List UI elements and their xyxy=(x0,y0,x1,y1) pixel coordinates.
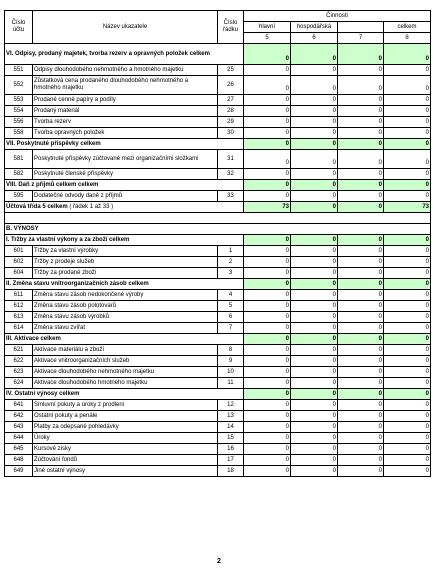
table-row xyxy=(5,444,431,455)
value-cell: 0 xyxy=(338,455,384,466)
value-cell: 0 xyxy=(338,150,384,169)
table-row xyxy=(5,191,431,202)
item-name: Tvorba opravných položek xyxy=(33,128,218,139)
item-name: Zúčtování fondů xyxy=(33,455,218,466)
total-value: 73 xyxy=(384,202,431,213)
value-cell: 0 xyxy=(384,345,431,356)
section-value: 0 xyxy=(338,180,384,191)
table-row xyxy=(5,356,431,367)
value-cell: 0 xyxy=(338,378,384,389)
table-row xyxy=(5,76,431,95)
table-row xyxy=(5,323,431,334)
value-cell: 0 xyxy=(244,433,291,444)
item-name: Tržby za vlastní výrobky xyxy=(33,246,218,257)
value-cell: 0 xyxy=(384,117,431,128)
total-label-text: Účtová třída 5 celkem xyxy=(6,203,68,210)
item-name: Smluvní pokuty a úroky z prodlení xyxy=(33,400,218,411)
item-name: Úroky xyxy=(33,433,218,444)
value-cell: 0 xyxy=(338,367,384,378)
table-row xyxy=(5,117,431,128)
value-cell: 0 xyxy=(384,106,431,117)
value-cell: 0 xyxy=(291,76,338,95)
account-number: 645 xyxy=(5,444,33,455)
value-cell: 0 xyxy=(338,444,384,455)
row-number: 27 xyxy=(218,95,244,106)
section-value: 0 xyxy=(384,180,431,191)
value-cell: 0 xyxy=(338,169,384,180)
value-cell: 0 xyxy=(338,268,384,279)
value-cell: 0 xyxy=(338,400,384,411)
value-cell: 0 xyxy=(244,466,291,477)
account-number: 581 xyxy=(5,150,33,169)
header-account: Číslo účtu xyxy=(5,11,33,44)
value-cell: 0 xyxy=(291,378,338,389)
value-cell: 0 xyxy=(244,128,291,139)
value-cell: 0 xyxy=(244,65,291,76)
section-value: 0 xyxy=(338,235,384,246)
value-cell: 0 xyxy=(244,150,291,169)
item-name: Aktivace dlouhodobého nehmotného majetku xyxy=(33,367,218,378)
table-row xyxy=(5,106,431,117)
table-row xyxy=(5,422,431,433)
account-number: 623 xyxy=(5,367,33,378)
item-name: Zůstatková cena prodaného dlouhodobého nehmotného a hmotného majetku xyxy=(33,76,218,95)
value-cell: 0 xyxy=(384,95,431,106)
row-number: 14 xyxy=(218,422,244,433)
value-cell: 0 xyxy=(338,117,384,128)
value-cell: 0 xyxy=(244,169,291,180)
section-value: 0 xyxy=(384,389,431,400)
value-cell: 0 xyxy=(291,422,338,433)
section-value: 0 xyxy=(244,389,291,400)
row-number: 2 xyxy=(218,257,244,268)
section-row xyxy=(5,180,431,191)
table-row xyxy=(5,268,431,279)
value-cell: 0 xyxy=(291,65,338,76)
value-cell: 0 xyxy=(338,95,384,106)
row-number: 4 xyxy=(218,290,244,301)
account-number: 558 xyxy=(5,128,33,139)
item-name: Změna stavu zásob výrobků xyxy=(33,312,218,323)
section-value: 0 xyxy=(291,279,338,290)
value-cell: 0 xyxy=(291,312,338,323)
row-number: 13 xyxy=(218,411,244,422)
table-row xyxy=(5,95,431,106)
value-cell: 0 xyxy=(244,191,291,202)
total-row xyxy=(5,202,431,213)
value-cell: 0 xyxy=(244,378,291,389)
header-num-economic: 6 xyxy=(291,33,338,44)
section-label: IV. Ostatní výnosy celkem xyxy=(5,389,244,400)
item-name: Prodané cenné papíry a podíly xyxy=(33,95,218,106)
item-name: Aktivace dlouhodobého hmotného majetku xyxy=(33,378,218,389)
table-row xyxy=(5,65,431,76)
value-cell: 0 xyxy=(244,367,291,378)
total-range: ( řádek 1 až 33 ) xyxy=(69,203,114,210)
account-number: 649 xyxy=(5,466,33,477)
table-row xyxy=(5,301,431,312)
value-cell: 0 xyxy=(384,169,431,180)
value-cell: 0 xyxy=(384,455,431,466)
section-value: 0 xyxy=(384,139,431,150)
account-number: 641 xyxy=(5,400,33,411)
account-number: 554 xyxy=(5,106,33,117)
row-number: 3 xyxy=(218,268,244,279)
value-cell: 0 xyxy=(244,301,291,312)
account-number: 582 xyxy=(5,169,33,180)
value-cell: 0 xyxy=(384,150,431,169)
value-cell: 0 xyxy=(291,95,338,106)
account-number: 614 xyxy=(5,323,33,334)
value-cell: 0 xyxy=(338,411,384,422)
value-cell: 0 xyxy=(244,257,291,268)
value-cell: 0 xyxy=(338,433,384,444)
account-number: 601 xyxy=(5,246,33,257)
table-row xyxy=(5,290,431,301)
header-col7 xyxy=(338,22,384,33)
section-value: 0 xyxy=(384,44,431,65)
header-num-total: 8 xyxy=(384,33,431,44)
table-row xyxy=(5,455,431,466)
spacer-cell xyxy=(5,213,431,224)
row-number: 26 xyxy=(218,76,244,95)
account-number: 648 xyxy=(5,455,33,466)
value-cell: 0 xyxy=(291,290,338,301)
account-number: 595 xyxy=(5,191,33,202)
account-number: 624 xyxy=(5,378,33,389)
row-number: 8 xyxy=(218,345,244,356)
value-cell: 0 xyxy=(384,378,431,389)
value-cell: 0 xyxy=(384,76,431,95)
value-cell: 0 xyxy=(291,400,338,411)
account-number: 613 xyxy=(5,312,33,323)
value-cell: 0 xyxy=(384,400,431,411)
total-value: 73 xyxy=(244,202,291,213)
value-cell: 0 xyxy=(244,345,291,356)
row-number: 11 xyxy=(218,378,244,389)
section-row xyxy=(5,139,431,150)
item-name: Dodatečné odvody daně z příjmů xyxy=(33,191,218,202)
section-value: 0 xyxy=(244,139,291,150)
value-cell: 0 xyxy=(384,312,431,323)
section-value: 0 xyxy=(291,44,338,65)
section-label: III. Aktivace celkem xyxy=(5,334,244,345)
value-cell: 0 xyxy=(291,356,338,367)
table-row xyxy=(5,150,431,169)
value-cell: 0 xyxy=(338,323,384,334)
section-row xyxy=(5,44,431,65)
value-cell: 0 xyxy=(291,466,338,477)
section-label: II. Změna stavu vnitroorganizačních zásob celkem xyxy=(5,279,244,290)
row-number: 9 xyxy=(218,356,244,367)
value-cell: 0 xyxy=(384,411,431,422)
blank-row xyxy=(5,213,431,224)
row-number: 10 xyxy=(218,367,244,378)
item-name: Prodaný materiál xyxy=(33,106,218,117)
value-cell: 0 xyxy=(291,367,338,378)
section-value: 0 xyxy=(384,235,431,246)
heading-row xyxy=(5,224,431,235)
value-cell: 0 xyxy=(338,246,384,257)
value-cell: 0 xyxy=(338,65,384,76)
row-number: 12 xyxy=(218,400,244,411)
account-number: 612 xyxy=(5,301,33,312)
value-cell: 0 xyxy=(338,257,384,268)
value-cell: 0 xyxy=(291,455,338,466)
value-cell: 0 xyxy=(384,246,431,257)
value-cell: 0 xyxy=(244,76,291,95)
value-cell: 0 xyxy=(338,301,384,312)
value-cell: 0 xyxy=(244,106,291,117)
value-cell: 0 xyxy=(244,356,291,367)
row-number: 32 xyxy=(218,169,244,180)
header-main: hlavní xyxy=(244,22,291,33)
value-cell: 0 xyxy=(384,128,431,139)
section-label: VIII. Daň z příjmů celkem celkem xyxy=(5,180,244,191)
value-cell: 0 xyxy=(244,95,291,106)
value-cell: 0 xyxy=(244,400,291,411)
header-name: Název ukazatele xyxy=(33,11,218,44)
value-cell: 0 xyxy=(244,117,291,128)
section-value: 0 xyxy=(291,389,338,400)
item-name: Ostatní pokuty a penále xyxy=(33,411,218,422)
account-number: 622 xyxy=(5,356,33,367)
value-cell: 0 xyxy=(291,433,338,444)
item-name: Změna stavu zásob polotovarů xyxy=(33,301,218,312)
value-cell: 0 xyxy=(338,290,384,301)
account-number: 552 xyxy=(5,76,33,95)
header-num-main: 5 xyxy=(244,33,291,44)
value-cell: 0 xyxy=(244,411,291,422)
item-name: Odpisy dlouhodobého nehmotného a hmotného majetku xyxy=(33,65,218,76)
table-row xyxy=(5,257,431,268)
value-cell: 0 xyxy=(384,323,431,334)
value-cell: 0 xyxy=(291,257,338,268)
row-number: 31 xyxy=(218,150,244,169)
table-row xyxy=(5,312,431,323)
value-cell: 0 xyxy=(384,65,431,76)
item-name: Poskytnuté příspěvky zúčtované mezi organizačními složkami xyxy=(33,150,218,169)
value-cell: 0 xyxy=(338,191,384,202)
value-cell: 0 xyxy=(384,356,431,367)
table-row xyxy=(5,466,431,477)
row-number: 28 xyxy=(218,106,244,117)
table-row xyxy=(5,169,431,180)
account-number: 553 xyxy=(5,95,33,106)
section-value: 0 xyxy=(244,279,291,290)
table-row xyxy=(5,411,431,422)
header-row-number: Číslo řádku xyxy=(218,11,244,44)
table-row xyxy=(5,378,431,389)
item-name: Platby za odepsané pohledávky xyxy=(33,422,218,433)
item-name: Změna stavu zásob nedokončené výroby xyxy=(33,290,218,301)
value-cell: 0 xyxy=(291,191,338,202)
section-value: 0 xyxy=(244,180,291,191)
row-number: 7 xyxy=(218,323,244,334)
value-cell: 0 xyxy=(384,191,431,202)
section-row xyxy=(5,389,431,400)
section-heading: B. VÝNOSY xyxy=(5,224,431,235)
value-cell: 0 xyxy=(244,422,291,433)
value-cell: 0 xyxy=(338,422,384,433)
section-label: VII. Poskytnuté příspěvky celkem xyxy=(5,139,244,150)
section-row xyxy=(5,235,431,246)
value-cell: 0 xyxy=(291,117,338,128)
value-cell: 0 xyxy=(338,312,384,323)
value-cell: 0 xyxy=(244,455,291,466)
header-row-top xyxy=(5,11,431,22)
account-number: 644 xyxy=(5,433,33,444)
value-cell: 0 xyxy=(338,106,384,117)
row-number: 18 xyxy=(218,466,244,477)
value-cell: 0 xyxy=(291,150,338,169)
section-value: 0 xyxy=(384,334,431,345)
section-value: 0 xyxy=(338,44,384,65)
section-value: 0 xyxy=(291,235,338,246)
account-number: 643 xyxy=(5,422,33,433)
section-label: I. Tržby za vlastní výkony a za zboží celkem xyxy=(5,235,244,246)
statement-table xyxy=(4,10,431,477)
row-number: 33 xyxy=(218,191,244,202)
value-cell: 0 xyxy=(291,246,338,257)
row-number: 16 xyxy=(218,444,244,455)
value-cell: 0 xyxy=(384,268,431,279)
section-row xyxy=(5,279,431,290)
row-number: 30 xyxy=(218,128,244,139)
value-cell: 0 xyxy=(384,422,431,433)
value-cell: 0 xyxy=(291,301,338,312)
value-cell: 0 xyxy=(244,312,291,323)
value-cell: 0 xyxy=(384,466,431,477)
value-cell: 0 xyxy=(291,169,338,180)
account-number: 602 xyxy=(5,257,33,268)
account-number: 621 xyxy=(5,345,33,356)
row-number: 6 xyxy=(218,312,244,323)
value-cell: 0 xyxy=(338,128,384,139)
table-row xyxy=(5,433,431,444)
table-row xyxy=(5,128,431,139)
value-cell: 0 xyxy=(338,356,384,367)
total-value: 0 xyxy=(338,202,384,213)
item-name: Tržby z prodeje služeb xyxy=(33,257,218,268)
value-cell: 0 xyxy=(244,290,291,301)
section-value: 0 xyxy=(384,279,431,290)
value-cell: 0 xyxy=(291,128,338,139)
section-value: 0 xyxy=(291,334,338,345)
row-number: 5 xyxy=(218,301,244,312)
section-value: 0 xyxy=(338,389,384,400)
item-name: Změna stavu zvířat xyxy=(33,323,218,334)
item-name: Jiné ostatní výnosy xyxy=(33,466,218,477)
account-number: 556 xyxy=(5,117,33,128)
value-cell: 0 xyxy=(291,268,338,279)
account-number: 604 xyxy=(5,268,33,279)
item-name: Tvorba rezerv xyxy=(33,117,218,128)
section-value: 0 xyxy=(338,334,384,345)
item-name: Aktivace materiálu a zboží xyxy=(33,345,218,356)
value-cell: 0 xyxy=(384,257,431,268)
total-value: 0 xyxy=(291,202,338,213)
account-number: 611 xyxy=(5,290,33,301)
item-name: Poskytnuté členské příspěvky xyxy=(33,169,218,180)
section-value: 0 xyxy=(338,139,384,150)
page-number: 2 xyxy=(217,558,221,565)
item-name: Aktivace vnitroorganizačních služeb xyxy=(33,356,218,367)
row-number: 15 xyxy=(218,433,244,444)
header-activities: Činnosti xyxy=(244,11,431,22)
value-cell: 0 xyxy=(384,301,431,312)
value-cell: 0 xyxy=(291,323,338,334)
value-cell: 0 xyxy=(338,345,384,356)
account-number: 551 xyxy=(5,65,33,76)
value-cell: 0 xyxy=(384,367,431,378)
table-row xyxy=(5,246,431,257)
row-number: 1 xyxy=(218,246,244,257)
header-economic: hospodářská xyxy=(291,22,338,33)
header-num-7: 7 xyxy=(338,33,384,44)
value-cell: 0 xyxy=(291,345,338,356)
table-row xyxy=(5,367,431,378)
value-cell: 0 xyxy=(338,466,384,477)
value-cell: 0 xyxy=(244,246,291,257)
section-value: 0 xyxy=(291,139,338,150)
item-name: Kursové zisky xyxy=(33,444,218,455)
value-cell: 0 xyxy=(244,268,291,279)
section-value: 0 xyxy=(244,334,291,345)
value-cell: 0 xyxy=(384,290,431,301)
section-row xyxy=(5,334,431,345)
row-number: 25 xyxy=(218,65,244,76)
total-label xyxy=(5,202,244,213)
value-cell: 0 xyxy=(244,444,291,455)
section-value: 0 xyxy=(338,279,384,290)
value-cell: 0 xyxy=(244,323,291,334)
value-cell: 0 xyxy=(291,411,338,422)
section-label: VI. Odpisy, prodaný majetek, tvorba rezerv a opravných položek celkem xyxy=(5,44,244,65)
table-row xyxy=(5,400,431,411)
table-row xyxy=(5,345,431,356)
value-cell: 0 xyxy=(338,76,384,95)
value-cell: 0 xyxy=(384,433,431,444)
account-number: 642 xyxy=(5,411,33,422)
value-cell: 0 xyxy=(384,444,431,455)
section-value: 0 xyxy=(291,180,338,191)
item-name: Tržby za prodané zboží xyxy=(33,268,218,279)
row-number: 17 xyxy=(218,455,244,466)
value-cell: 0 xyxy=(291,444,338,455)
value-cell: 0 xyxy=(291,106,338,117)
section-value: 0 xyxy=(244,44,291,65)
header-total: celkem xyxy=(384,22,431,33)
row-number: 29 xyxy=(218,117,244,128)
section-value: 0 xyxy=(244,235,291,246)
